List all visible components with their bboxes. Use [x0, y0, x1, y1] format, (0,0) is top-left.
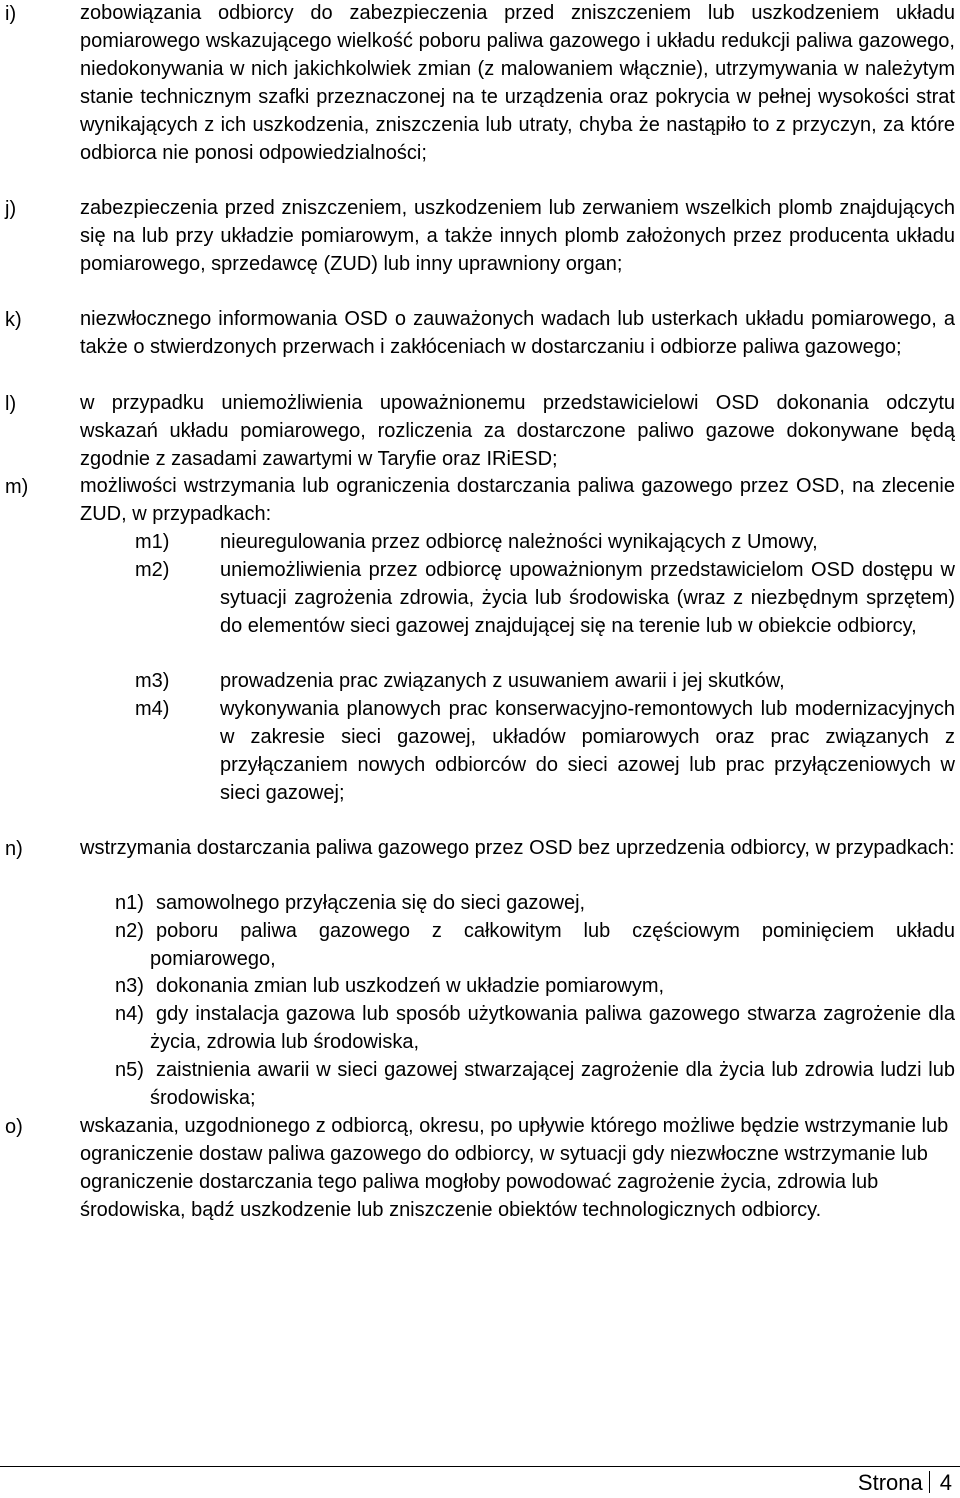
sub-item-text: nieuregulowania przez odbiorcę należności wynikających z Umowy,: [220, 531, 818, 553]
sub-item-label: m3): [135, 670, 170, 692]
item-label: n): [5, 838, 23, 860]
sub-item-label: n1): [115, 892, 144, 914]
item-label: l): [5, 393, 17, 415]
item-text: zobowiązania odbiorcy do zabezpieczenia przed zniszczeniem lub uszkodzeniem układu pomiarowego wskazującego wielkość poboru paliwa gazowego i układu redukcji paliwa gazowego, niedokonywania w nich jakichkolwiek zmian (z malowaniem włącznie), utrzymywania w należytym stanie technicznym szafki przeznaczonej na te urządzenia oraz pokrycia w pełnej wysokości strat wynikających z ich uszkodzenia, zniszczenia lub utraty, chyba że nastąpiło to z przyczyn, za które odbiorca nie ponosi odpowiedzialności;: [80, 2, 955, 164]
sub-item-label: n3): [115, 975, 144, 997]
item-label: o): [5, 1116, 23, 1138]
footer-label: Strona: [857, 1470, 923, 1495]
sub-item-label: n4): [115, 1003, 144, 1025]
item-text: możliwości wstrzymania lub ograniczenia dostarczania paliwa gazowego przez OSD, na zlecenie ZUD, w przypadkach:: [80, 475, 955, 525]
sub-item-text: wykonywania planowych prac konserwacyjno-remontowych lub modernizacyjnych w zakresie sieci gazowej, układów pomiarowych oraz prac związanych z przyłączaniem nowych odbiorców do sieci azowej lub prac przyłączeniowych w sieci gazowej;: [220, 698, 955, 804]
sub-item-text: uniemożliwienia przez odbiorcę upoważnionym przedstawicielom OSD dostępu w sytuacji zagrożenia zdrowia, życia lub środowiska (wraz z niezbędnym sprzętem) do elementów sieci gazowej znajdującej się na terenie lub w obiekcie odbiorcy,: [220, 559, 955, 637]
item-text: niezwłocznego informowania OSD o zauważonych wadach lub usterkach układu pomiarowego, a także o stwierdzonych przerwach i zakłóceniach w dostarczaniu i odbiorze paliwa gazowego;: [80, 308, 955, 358]
sub-item-text: gdy instalacja gazowa lub sposób użytkowania paliwa gazowego stwarza zagrożenie dla życia, zdrowia lub środowiska,: [150, 1003, 955, 1053]
sub-item-label: m1): [135, 531, 170, 553]
page-number: 4: [939, 1470, 952, 1495]
footer-divider: [0, 1466, 960, 1467]
item-label: m): [5, 476, 29, 498]
page-footer: [858, 1470, 952, 1496]
item-label: i): [5, 3, 17, 25]
item-text: w przypadku uniemożliwienia upoważnionemu przedstawicielowi OSD dokonania odczytu wskazań układu pomiarowego, rozliczenia za dostarczone paliwo gazowe dokonywane będą zgodnie z zasadami zawartymi w Taryfie oraz IRiESD;: [80, 392, 955, 470]
sub-item-text: prowadzenia prac związanych z usuwaniem awarii i jej skutków,: [220, 670, 785, 692]
sub-item-text: poboru paliwa gazowego z całkowitym lub częściowym pominięciem układu pomiarowego,: [150, 920, 955, 970]
item-text: wskazania, uzgodnionego z odbiorcą, okresu, po upływie którego możliwe będzie wstrzymanie lub ograniczenie dostaw paliwa gazowego do odbiorcy, w sytuacji gdy niezwłoczne wstrzymanie lub ograniczenie dostarczania tego paliwa mogłoby powodować zagrożenie życia, zdrowia lub środowiska, bądź uszkodzenie lub zniszczenie obiektów technologicznych odbiorcy.: [80, 1115, 949, 1221]
item-text: wstrzymania dostarczania paliwa gazowego przez OSD bez uprzedzenia odbiorcy, w przypadkach:: [80, 837, 955, 859]
sub-item-label: n5): [115, 1059, 144, 1081]
footer-separator: [929, 1471, 930, 1493]
sub-item-label: m4): [135, 698, 170, 720]
sub-item-label: n2): [115, 920, 144, 942]
sub-item-label: m2): [135, 559, 170, 581]
sub-item-text: zaistnienia awarii w sieci gazowej stwarzającej zagrożenie dla życia lub zdrowia ludzi lub środowiska;: [150, 1059, 955, 1109]
item-label: j): [5, 198, 17, 220]
item-text: zabezpieczenia przed zniszczeniem, uszkodzeniem lub zerwaniem wszelkich plomb znajdujących się na lub przy układzie pomiarowym, a także innych plomb założonych przez producenta układu pomiarowego, sprzedawcę (ZUD) lub inny uprawniony organ;: [80, 197, 955, 275]
sub-item-text: samowolnego przyłączenia się do sieci gazowej,: [156, 892, 586, 914]
sub-item-text: dokonania zmian lub uszkodzeń w układzie pomiarowym,: [156, 975, 665, 997]
item-label: k): [5, 309, 22, 331]
